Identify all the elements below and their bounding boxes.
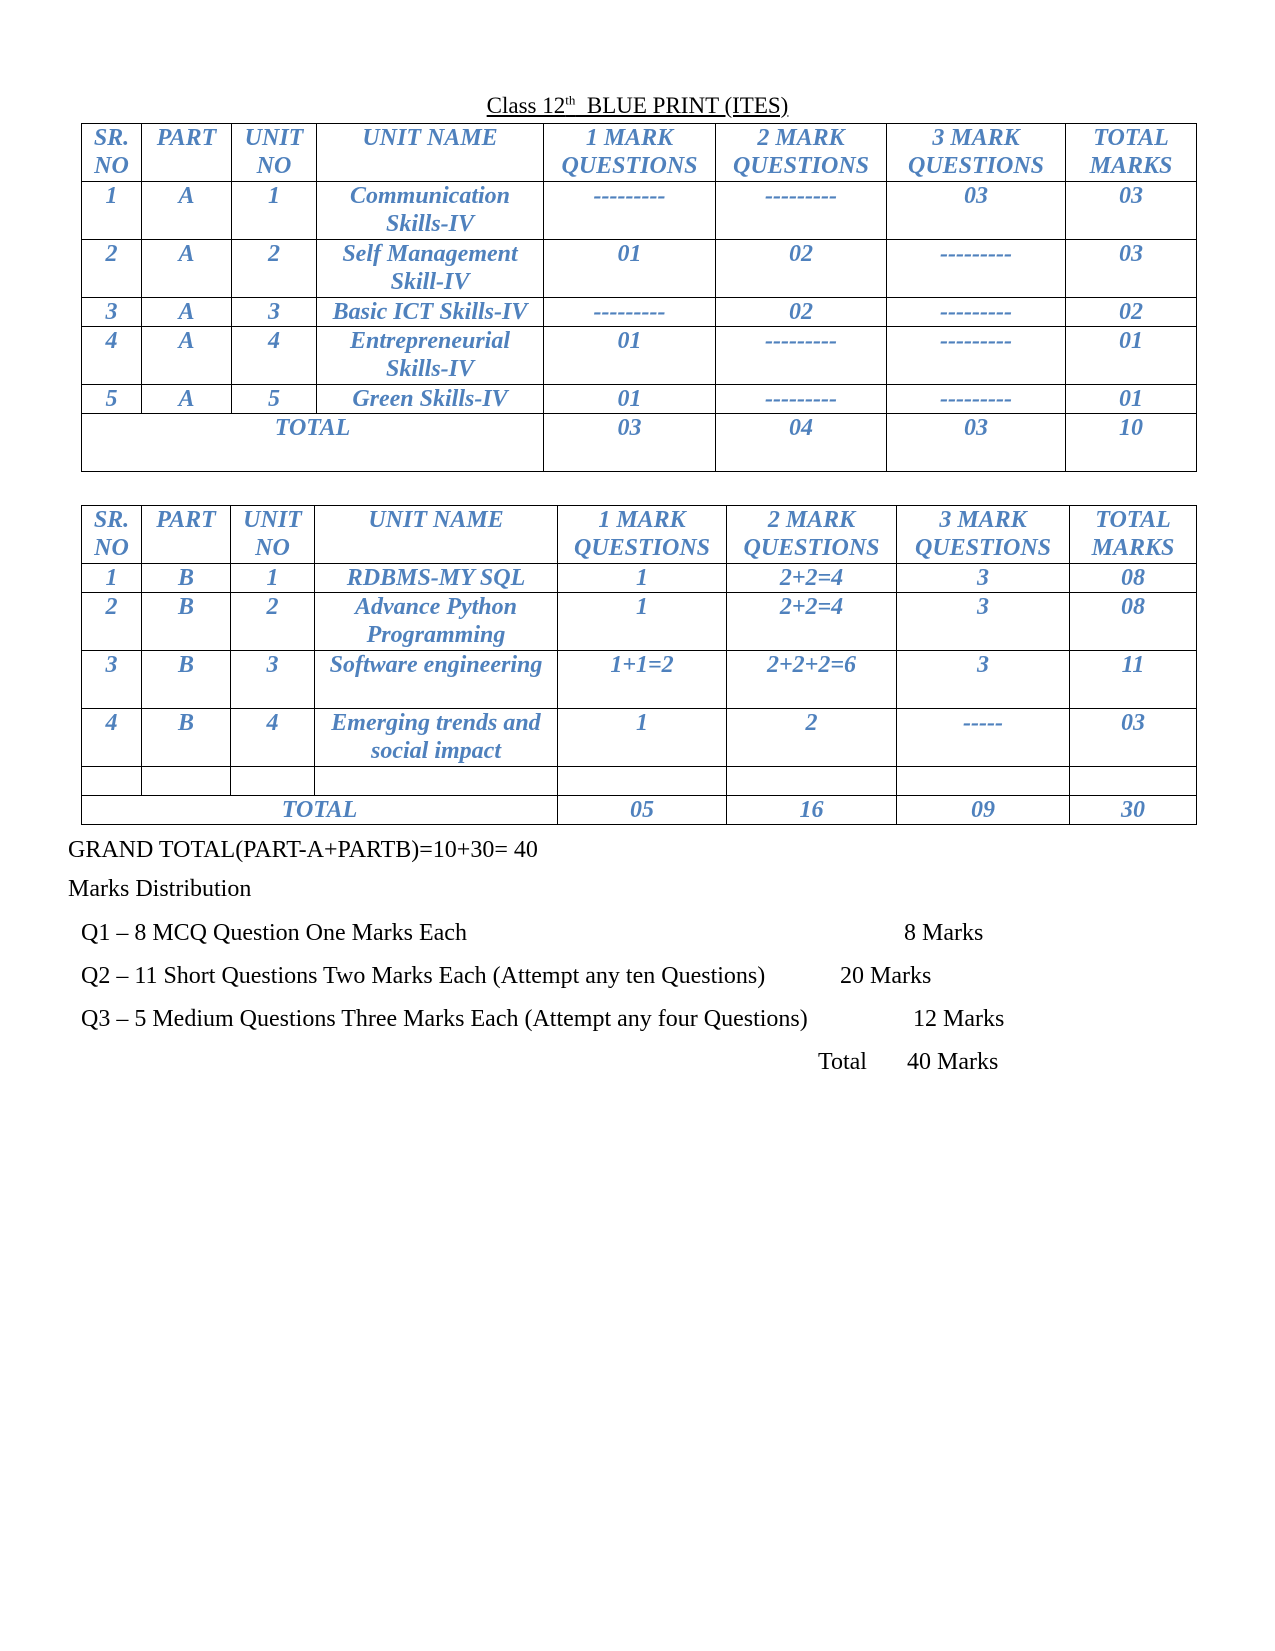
- q2-marks: 20 Marks: [840, 963, 932, 989]
- empty-cell: [315, 767, 558, 796]
- column-header: UNIT NAME: [317, 124, 544, 182]
- table-row: [82, 651, 1197, 709]
- table-cell: ---------: [716, 182, 887, 240]
- table-cell: Basic ICT Skills-IV: [317, 298, 544, 327]
- table-cell: 02: [716, 240, 887, 298]
- table-cell: -----: [897, 709, 1070, 767]
- table-cell: 1: [232, 182, 317, 240]
- column-header: PART: [142, 124, 232, 182]
- total-cell: 09: [897, 796, 1070, 825]
- table-cell: B: [142, 709, 231, 767]
- table-cell: 2+2=4: [727, 564, 897, 593]
- part-a-table: [81, 123, 1197, 472]
- title-superscript: th: [565, 92, 576, 107]
- table-cell: 2: [82, 593, 142, 651]
- title-rest: BLUE PRINT (ITES): [575, 92, 789, 118]
- total-cell: 05: [558, 796, 727, 825]
- table-cell: 4: [82, 709, 142, 767]
- table-cell: 03: [1070, 709, 1197, 767]
- column-header: PART: [142, 506, 231, 564]
- table-cell: Entrepreneurial Skills-IV: [317, 327, 544, 385]
- total-cell: 16: [727, 796, 897, 825]
- table-cell: A: [142, 327, 232, 385]
- empty-cell: [897, 767, 1070, 796]
- empty-cell: [727, 767, 897, 796]
- total-cell: 03: [544, 414, 716, 472]
- total-cell: 10: [1066, 414, 1197, 472]
- empty-cell: [142, 767, 231, 796]
- table-cell: ---------: [887, 240, 1066, 298]
- table-cell: 5: [232, 385, 317, 414]
- table-cell: Communication Skills-IV: [317, 182, 544, 240]
- table-row: [82, 298, 1197, 327]
- table-cell: 1: [231, 564, 315, 593]
- empty-cell: [558, 767, 727, 796]
- table-cell: ---------: [887, 327, 1066, 385]
- empty-cell: [231, 767, 315, 796]
- table-cell: 3: [231, 651, 315, 709]
- table-cell: B: [142, 651, 231, 709]
- grand-total: GRAND TOTAL(PART-A+PARTB)=10+30= 40: [68, 837, 538, 863]
- column-header: 2 MARK QUESTIONS: [727, 506, 897, 564]
- total-row: [82, 796, 1197, 825]
- table-cell: 2: [727, 709, 897, 767]
- table-row: [82, 327, 1197, 385]
- table-cell: 03: [1066, 182, 1197, 240]
- table-cell: Software engineering: [315, 651, 558, 709]
- column-header: 1 MARK QUESTIONS: [544, 124, 716, 182]
- table-cell: 4: [232, 327, 317, 385]
- empty-cell: [82, 767, 142, 796]
- table-cell: 3: [232, 298, 317, 327]
- q2-text: Q2 – 11 Short Questions Two Marks Each (Attempt any ten Questions): [81, 963, 766, 989]
- total-label-cell: TOTAL: [82, 414, 544, 472]
- column-header: UNIT NO: [232, 124, 317, 182]
- column-header: SR. NO: [82, 124, 142, 182]
- table-row: [82, 240, 1197, 298]
- empty-cell: [1070, 767, 1197, 796]
- table-cell: 3: [82, 651, 142, 709]
- table-cell: 3: [897, 593, 1070, 651]
- total-row: [82, 414, 1197, 472]
- column-header: TOTAL MARKS: [1066, 124, 1197, 182]
- table-cell: B: [142, 593, 231, 651]
- column-header: UNIT NO: [231, 506, 315, 564]
- table-cell: ---------: [544, 182, 716, 240]
- table-cell: 3: [82, 298, 142, 327]
- table-cell: 4: [231, 709, 315, 767]
- q1-text: Q1 – 8 MCQ Question One Marks Each: [81, 920, 467, 946]
- table-cell: B: [142, 564, 231, 593]
- table-cell: 11: [1070, 651, 1197, 709]
- total-label: Total: [818, 1049, 867, 1075]
- part-b-table: [81, 505, 1197, 825]
- table-cell: 2+2+2=6: [727, 651, 897, 709]
- column-header: 3 MARK QUESTIONS: [887, 124, 1066, 182]
- table-cell: 01: [1066, 385, 1197, 414]
- table-cell: 1: [82, 182, 142, 240]
- q1-marks: 8 Marks: [904, 920, 984, 946]
- column-header: 2 MARK QUESTIONS: [716, 124, 887, 182]
- table-cell: 2: [231, 593, 315, 651]
- table-cell: A: [142, 182, 232, 240]
- table-cell: ---------: [544, 298, 716, 327]
- column-header: 3 MARK QUESTIONS: [897, 506, 1070, 564]
- header-row: [82, 506, 1197, 564]
- table-cell: 01: [544, 327, 716, 385]
- table-cell: 3: [897, 564, 1070, 593]
- table-cell: Emerging trends and social impact: [315, 709, 558, 767]
- table-cell: 01: [544, 240, 716, 298]
- total-cell: 04: [716, 414, 887, 472]
- table-row: [82, 593, 1197, 651]
- table-cell: Green Skills-IV: [317, 385, 544, 414]
- total-cell: 03: [887, 414, 1066, 472]
- table-cell: Self Management Skill-IV: [317, 240, 544, 298]
- document-title: [0, 92, 1275, 119]
- column-header: UNIT NAME: [315, 506, 558, 564]
- table-cell: Advance Python Programming: [315, 593, 558, 651]
- table-cell: 1: [558, 593, 727, 651]
- table-cell: A: [142, 385, 232, 414]
- table-cell: 2: [232, 240, 317, 298]
- table-cell: 1: [558, 709, 727, 767]
- total-cell: 30: [1070, 796, 1197, 825]
- table-cell: 08: [1070, 593, 1197, 651]
- table-cell: 1+1=2: [558, 651, 727, 709]
- title-prefix: Class 12: [486, 92, 566, 118]
- table-cell: ---------: [716, 327, 887, 385]
- column-header: TOTAL MARKS: [1070, 506, 1197, 564]
- table-cell: ---------: [887, 298, 1066, 327]
- blank-row: [82, 767, 1197, 796]
- table-cell: ---------: [716, 385, 887, 414]
- table-cell: 03: [1066, 240, 1197, 298]
- table-cell: 03: [887, 182, 1066, 240]
- total-marks: 40 Marks: [907, 1049, 999, 1075]
- table-cell: 4: [82, 327, 142, 385]
- header-row: [82, 124, 1197, 182]
- q3-text: Q3 – 5 Medium Questions Three Marks Each (Attempt any four Questions): [81, 1006, 808, 1032]
- column-header: SR. NO: [82, 506, 142, 564]
- table-cell: 2+2=4: [727, 593, 897, 651]
- marks-distribution-heading: Marks Distribution: [68, 876, 252, 902]
- table-row: [82, 182, 1197, 240]
- table-row: [82, 564, 1197, 593]
- table-cell: A: [142, 240, 232, 298]
- table-cell: ---------: [887, 385, 1066, 414]
- table-cell: 02: [716, 298, 887, 327]
- table-cell: 02: [1066, 298, 1197, 327]
- total-label-cell: TOTAL: [82, 796, 558, 825]
- table-cell: 1: [82, 564, 142, 593]
- q3-marks: 12 Marks: [913, 1006, 1005, 1032]
- table-cell: A: [142, 298, 232, 327]
- column-header: 1 MARK QUESTIONS: [558, 506, 727, 564]
- table-row: [82, 709, 1197, 767]
- table-cell: 2: [82, 240, 142, 298]
- table-cell: 5: [82, 385, 142, 414]
- table-row: [82, 385, 1197, 414]
- table-cell: 1: [558, 564, 727, 593]
- table-cell: 3: [897, 651, 1070, 709]
- table-cell: 08: [1070, 564, 1197, 593]
- table-cell: 01: [544, 385, 716, 414]
- table-cell: 01: [1066, 327, 1197, 385]
- table-cell: RDBMS-MY SQL: [315, 564, 558, 593]
